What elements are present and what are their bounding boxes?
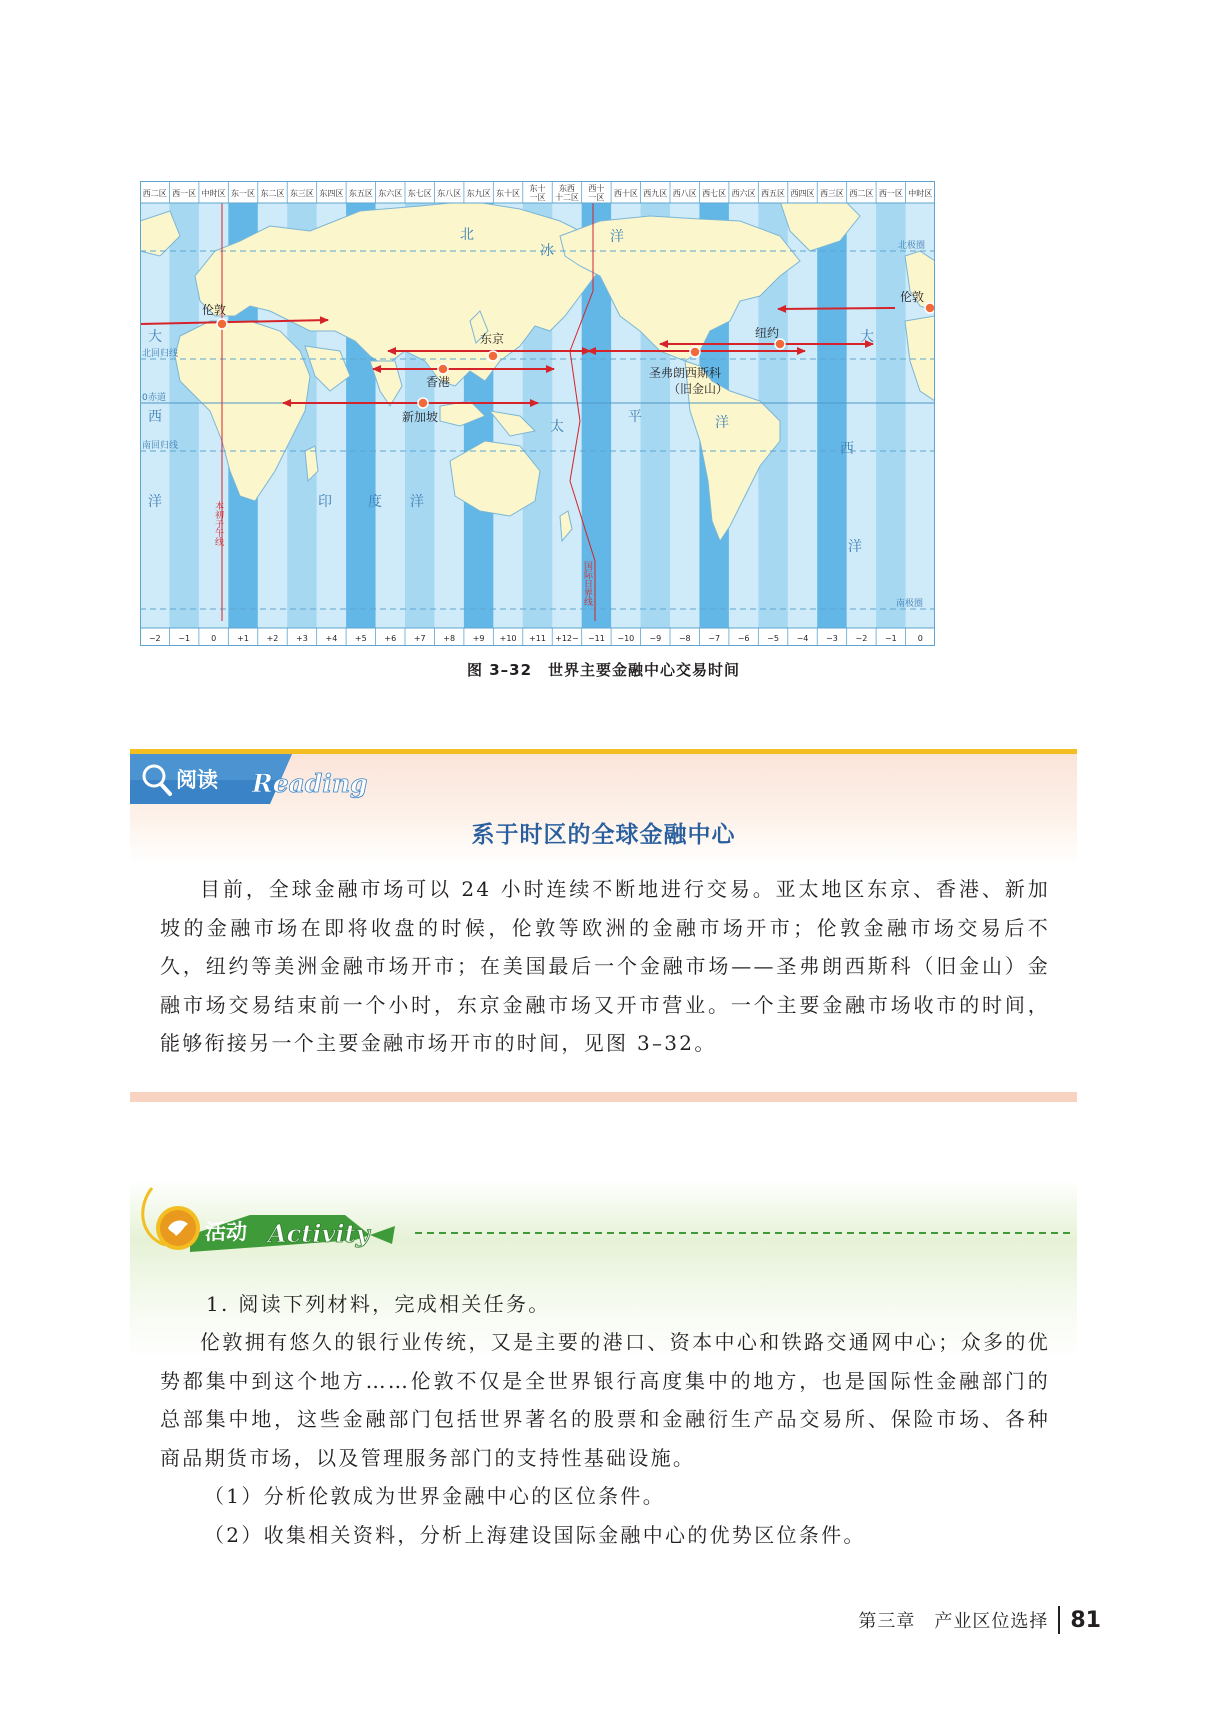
zone-header-label: 西三区 bbox=[819, 189, 844, 198]
city-london-left: 伦敦 bbox=[202, 303, 227, 317]
reading-box bbox=[130, 749, 1077, 1102]
ocean-atlantic-1: 大 bbox=[148, 329, 162, 345]
zone-header-label: 东四区 bbox=[319, 189, 344, 198]
dot-new-york bbox=[775, 339, 785, 349]
ocean-atlantic2-1: 大 bbox=[860, 329, 874, 345]
zone-header-label: 西一区 bbox=[878, 189, 903, 198]
ocean-indian-3: 洋 bbox=[410, 494, 424, 510]
zone-footer-label: +6 bbox=[384, 634, 397, 643]
zone-footer-label: −1 bbox=[884, 634, 897, 643]
reading-title: 系于时区的全球金融中心 bbox=[471, 822, 736, 848]
zone-footer-label: +10 bbox=[499, 634, 517, 643]
zone-header-label: 西七区 bbox=[702, 189, 727, 198]
activity-material: 伦敦拥有悠久的银行业传统，又是主要的港口、资本中心和铁路交通网中心；众多的优势都集中到这个地方……伦敦不仅是全世界银行高度集中的地方，也是国际性金融部门的总部集中地，这些金融部门包括世界著名的股票和金融衍生产品交易所、保险市场、各种商品期货市场，以及管理服务部门的支持性基础设施。 bbox=[160, 1330, 1050, 1470]
zone-header-label: 东三区 bbox=[289, 189, 314, 198]
zone-header-label: 西四区 bbox=[790, 189, 815, 198]
zone-footer-label: −2 bbox=[148, 634, 161, 643]
city-tokyo: 东京 bbox=[480, 332, 505, 346]
activity-box bbox=[130, 1180, 1077, 1560]
label-tropic-cancer: 北回归线 bbox=[142, 349, 179, 359]
zone-footer-label: −3 bbox=[826, 634, 838, 643]
label-equator-zero: 0 bbox=[142, 393, 148, 403]
activity-tab-label: 活动 bbox=[205, 1220, 247, 1244]
zone-footer-label: 0 bbox=[917, 634, 923, 643]
figure-caption: 图 3–32 世界主要金融中心交易时间 bbox=[466, 661, 741, 679]
zone-header-label: 东一区 bbox=[231, 189, 256, 198]
reading-tab bbox=[130, 754, 430, 804]
city-new-york: 纽约 bbox=[755, 326, 780, 340]
activity-question-2: （2）收集相关资料，分析上海建设国际金融中心的优势区位条件。 bbox=[204, 1523, 866, 1547]
ocean-arctic-3: 洋 bbox=[610, 229, 624, 245]
zone-header-label: 东十一区 bbox=[529, 184, 546, 202]
zone-footer-label: +7 bbox=[413, 634, 426, 643]
zone-footer-label: −9 bbox=[649, 634, 662, 643]
dot-tokyo bbox=[488, 351, 498, 361]
zone-footer-label: +1 bbox=[237, 634, 249, 643]
page-footer bbox=[858, 1605, 1101, 1635]
reading-tab-label: 阅读 bbox=[176, 768, 218, 792]
label-date-line: 国际日界线 bbox=[582, 561, 592, 606]
zone-header-label: 西二区 bbox=[142, 189, 167, 198]
city-san-francisco: 圣弗朗西斯科 bbox=[649, 366, 722, 380]
zone-footer-label: −10 bbox=[617, 634, 635, 643]
zone-footer-label: −4 bbox=[796, 634, 809, 643]
ocean-atlantic2-2: 西 bbox=[840, 441, 854, 457]
zone-footer-label: −1 bbox=[178, 634, 191, 643]
zone-footer-label: +8 bbox=[443, 634, 456, 643]
zone-header-label: 东七区 bbox=[407, 189, 432, 198]
zone-header-label: 西十区 bbox=[613, 189, 638, 198]
activity-header bbox=[130, 1180, 1077, 1260]
ocean-atlantic-2: 西 bbox=[148, 409, 162, 425]
time-zone-band bbox=[169, 203, 199, 628]
zone-footer-label: +12− bbox=[555, 634, 579, 643]
zone-footer-label: +2 bbox=[266, 634, 279, 643]
zone-header-label: 东八区 bbox=[437, 189, 462, 198]
ocean-atlantic-3: 洋 bbox=[148, 494, 162, 510]
zone-header-label: 西八区 bbox=[672, 189, 697, 198]
zone-footer-label: −5 bbox=[767, 634, 779, 643]
label-prime-meridian: 本初子午线 bbox=[213, 501, 223, 546]
city-london-right: 伦敦 bbox=[900, 290, 925, 304]
zone-header-label: 西九区 bbox=[643, 189, 668, 198]
activity-tab-script: Activity bbox=[268, 1219, 370, 1248]
ocean-atlantic2-3: 洋 bbox=[848, 539, 862, 555]
ocean-pacific-3: 洋 bbox=[715, 415, 729, 431]
ocean-arctic-2: 冰 bbox=[540, 243, 554, 259]
dot-hongkong bbox=[438, 364, 448, 374]
zone-header-label: 中时区 bbox=[908, 189, 933, 198]
ocean-pacific-1: 太 bbox=[550, 419, 564, 435]
zone-header-label: 西五区 bbox=[761, 189, 786, 198]
city-singapore: 新加坡 bbox=[402, 410, 439, 424]
label-arctic-circle: 北极圈 bbox=[898, 241, 926, 251]
zone-footer-label: +4 bbox=[325, 634, 338, 643]
city-hongkong: 香港 bbox=[426, 375, 451, 389]
ocean-pacific-2: 平 bbox=[628, 409, 642, 425]
zone-footer-label: −6 bbox=[737, 634, 750, 643]
activity-question-1: （1）分析伦敦成为世界金融中心的区位条件。 bbox=[204, 1484, 666, 1508]
ocean-arctic-1: 北 bbox=[460, 227, 474, 243]
reading-body: 目前，全球金融市场可以 24 小时连续不断地进行交易。亚太地区东京、香港、新加坡的金融市场在即将收盘的时候，伦敦等欧洲的金融市场开市；伦敦金融市场交易后不久，纽约等美洲金融市场开市；在美国最后一个金融市场——圣弗朗西斯科（旧金山）金融市场交易结束前一个小时，东京金融市场又开市营业。一个主要金融市场收市的时间，能够衔接另一个主要金融市场开市的时间，见图 3–32。 bbox=[160, 877, 1050, 1055]
label-equator: 赤道 bbox=[148, 393, 167, 403]
footer-divider bbox=[1058, 1606, 1060, 1634]
zone-footer-label: −8 bbox=[678, 634, 691, 643]
zone-header-label: 东五区 bbox=[348, 189, 373, 198]
zone-header-label: 西十一区 bbox=[588, 184, 605, 202]
zone-footer-label: +3 bbox=[296, 634, 308, 643]
dot-london-left bbox=[217, 319, 227, 329]
zone-header-label: 西二区 bbox=[849, 189, 874, 198]
zone-footer-label: −11 bbox=[587, 634, 605, 643]
zone-footer-label: +9 bbox=[472, 634, 485, 643]
activity-task-heading: 1. 阅读下列材料，完成相关任务。 bbox=[206, 1292, 551, 1316]
chapter-title: 第三章 产业区位选择 bbox=[858, 1611, 1049, 1632]
time-zone-band bbox=[817, 203, 847, 628]
city-san-francisco-alias: （旧金山） bbox=[668, 382, 729, 396]
dot-san-francisco bbox=[690, 347, 700, 357]
reading-tab-script: Reading bbox=[252, 769, 368, 798]
ocean-indian-2: 度 bbox=[368, 494, 382, 510]
arrow-london-right bbox=[778, 308, 895, 309]
zone-footer-label: 0 bbox=[211, 634, 217, 643]
label-tropic-capricorn: 南回归线 bbox=[142, 441, 179, 451]
zone-footer-label: +5 bbox=[354, 634, 367, 643]
zone-footer-label: +11 bbox=[529, 634, 546, 643]
reading-bottom-rule bbox=[130, 1092, 1077, 1102]
time-zone-band bbox=[847, 203, 877, 628]
time-zone-map bbox=[140, 181, 935, 646]
ocean-indian-1: 印 bbox=[318, 494, 332, 510]
page-number: 81 bbox=[1070, 1607, 1101, 1633]
zone-header-label: 东西十二区 bbox=[554, 184, 579, 202]
zone-footer-label: −7 bbox=[708, 634, 721, 643]
zone-header-label: 西一区 bbox=[172, 189, 197, 198]
zone-header-label: 东六区 bbox=[378, 189, 403, 198]
zone-header-label: 中时区 bbox=[201, 189, 226, 198]
zone-header-label: 东十区 bbox=[496, 189, 521, 198]
time-zone-band bbox=[876, 203, 906, 628]
zone-header-label: 东九区 bbox=[466, 189, 491, 198]
dot-singapore bbox=[418, 398, 428, 408]
zone-header-label: 东二区 bbox=[260, 189, 285, 198]
zone-header-label: 西六区 bbox=[731, 189, 756, 198]
dot-london-right bbox=[925, 303, 935, 313]
zone-footer-label: −2 bbox=[855, 634, 868, 643]
label-antarctic-circle: 南极圈 bbox=[896, 599, 924, 609]
